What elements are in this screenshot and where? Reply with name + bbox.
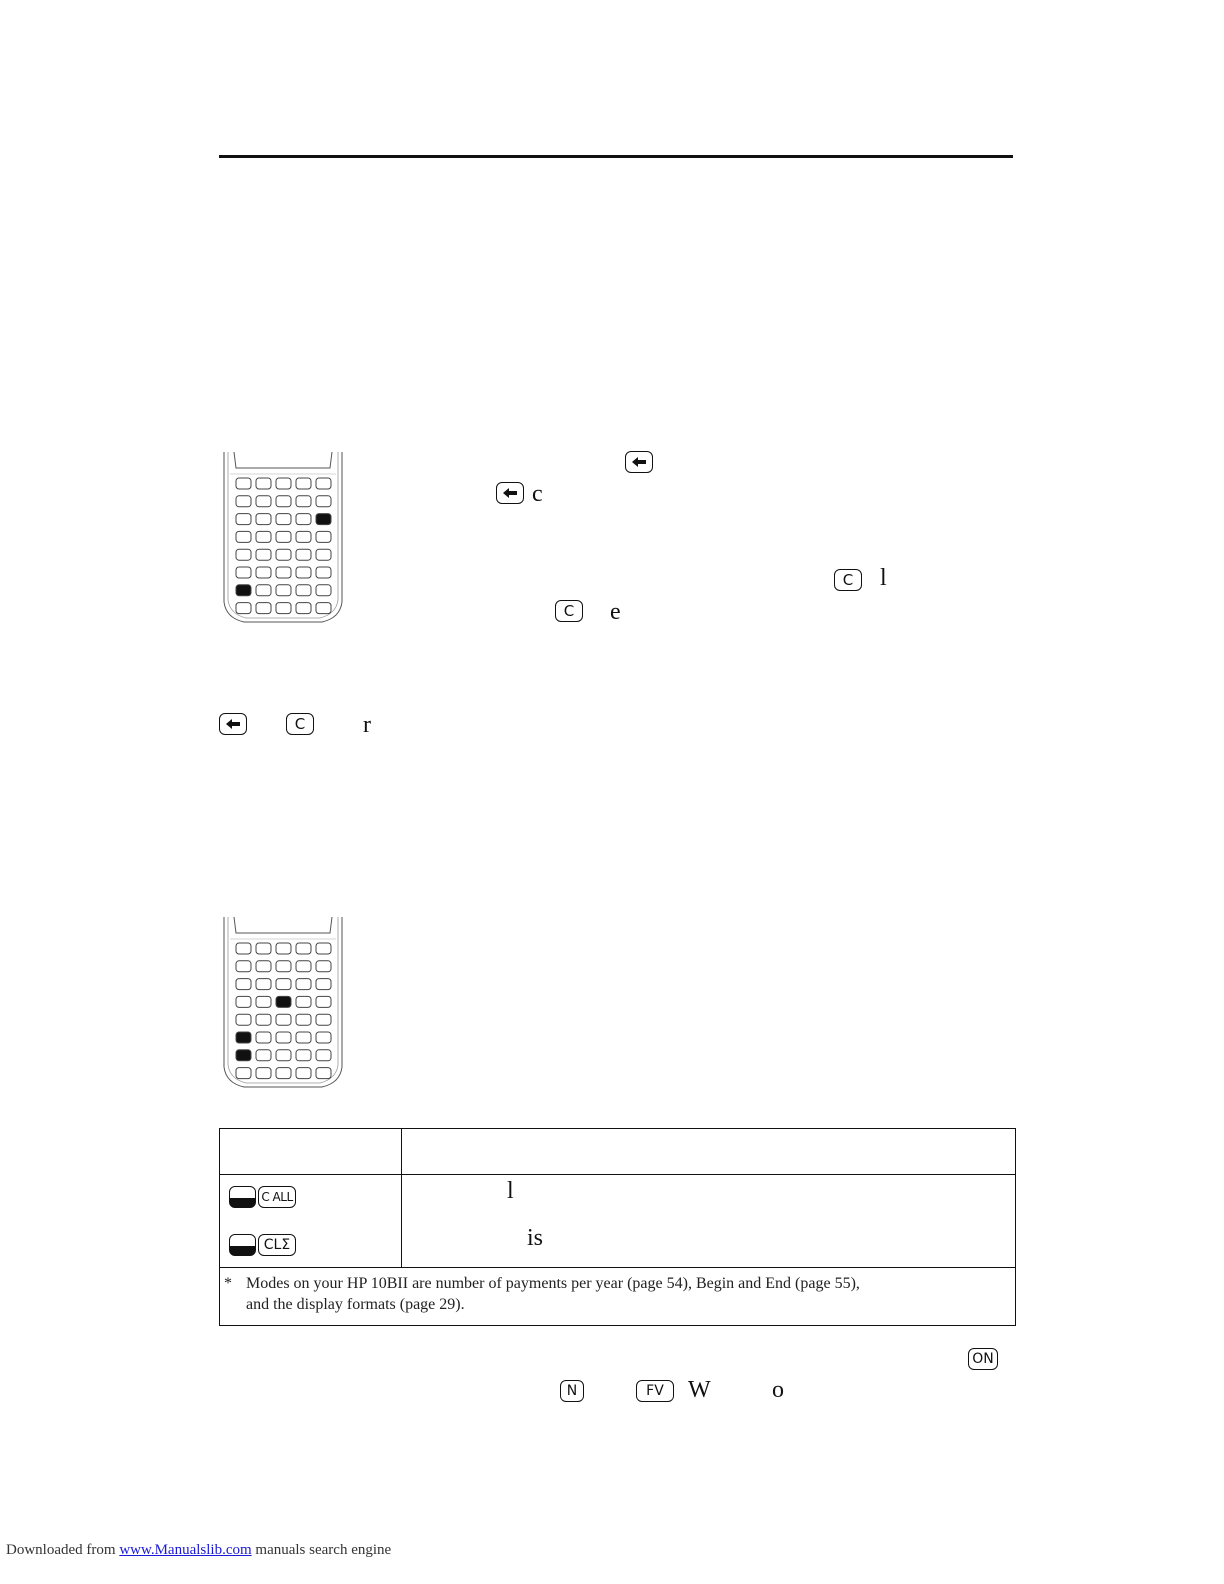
calculator-key-shape [276,961,291,972]
calculator-key-shape [236,549,251,560]
calculator-key-shape [236,531,251,542]
on-key: ON [968,1348,998,1370]
calculator-key-shape [236,1068,251,1079]
calculator-key-shape [256,531,271,542]
calculator-key-shape [276,1014,291,1025]
calculator-key-shape [296,961,311,972]
calculator-key-shape [236,496,251,507]
backspace-arrow-icon [631,456,647,468]
calculator-key-shape [256,996,271,1007]
calculator-key-shape [236,585,251,596]
shift-key [229,1186,256,1208]
text-fragment: c [532,481,543,507]
shift-key [229,1234,256,1256]
calculator-key-shape [296,531,311,542]
calculator-key-shape [276,585,291,596]
clear-key: C [555,600,583,622]
calculator-key-shape [296,478,311,489]
calculator-key-shape [316,1032,331,1043]
calculator-key-shape [316,943,331,954]
calculator-key-shape [316,1014,331,1025]
calculator-key-shape [296,1014,311,1025]
text-fragment: is [527,1225,544,1251]
calculator-key-shape [236,567,251,578]
footnote-line: Modes on your HP 10BII are number of payments per year (page 54), Begin and End (page 55), [246,1275,860,1292]
footnote-marker: * [224,1275,232,1292]
calculator-key-shape [276,996,291,1007]
calculator-key-shape [316,961,331,972]
calculator-key-shape [296,979,311,990]
calculator-key-shape [296,585,311,596]
calculator-key-shape [296,996,311,1007]
text-fragment: o [772,1377,784,1403]
calculator-key-shape [276,514,291,525]
clear-functions-table [219,1128,1016,1326]
backspace-key [625,451,653,473]
text-fragment: l [507,1178,514,1204]
calculator-key-shape [276,478,291,489]
backspace-key [219,713,247,735]
calculator-key-shape [236,1014,251,1025]
calculator-key-shape [276,1050,291,1061]
calculator-key-shape [276,567,291,578]
table-divider [220,1267,1015,1268]
footer-suffix: manuals search engine [255,1542,392,1558]
calculator-key-shape [296,496,311,507]
clear-key: C [834,569,862,591]
calculator-key-shape [296,514,311,525]
calculator-key-shape [316,603,331,614]
calculator-key-shape [316,979,331,990]
calculator-key-shape [256,567,271,578]
backspace-arrow-icon [225,718,241,730]
calculator-key-shape [316,567,331,578]
calculator-key-shape [276,549,291,560]
backspace-arrow-icon [502,487,518,499]
calculator-key-shape [256,585,271,596]
download-footer [6,1542,391,1559]
calculator-key-shape [276,603,291,614]
calculator-key-shape [256,1032,271,1043]
calculator-key-shape [296,1050,311,1061]
backspace-key [496,482,524,504]
calculator-key-shape [236,943,251,954]
calculator-key-shape [276,1032,291,1043]
calculator-key-shape [236,979,251,990]
calculator-key-shape [256,1068,271,1079]
calculator-key-shape [256,1014,271,1025]
calculator-key-shape [296,943,311,954]
calculator-key-shape [316,549,331,560]
clear-key: C [286,713,314,735]
calculator-key-shape [316,585,331,596]
calculator-key-shape [236,603,251,614]
calculator-key-shape [316,1068,331,1079]
calculator-key-shape [296,1068,311,1079]
calculator-key-shape [236,1050,251,1061]
calculator-key-shape [296,567,311,578]
calculator-key-shape [236,1032,251,1043]
calculator-key-shape [256,961,271,972]
calculator-key-shape [316,1050,331,1061]
calculator-key-shape [236,961,251,972]
calculator-key-shape [316,531,331,542]
calculator-key-shape [316,478,331,489]
calculator-key-shape [296,549,311,560]
calculator-key-shape [256,979,271,990]
footnote-line: and the display formats (page 29). [246,1296,465,1313]
text-fragment: e [610,599,621,625]
calculator-illustration-backspace-clear [222,452,344,626]
calculator-key-shape [236,996,251,1007]
calculator-key-shape [256,514,271,525]
text-fragment: l [880,565,887,591]
table-divider [220,1174,1015,1175]
calculator-key-shape [276,1068,291,1079]
calculator-key-shape [276,979,291,990]
calculator-key-shape [276,531,291,542]
calculator-key-shape [296,603,311,614]
calculator-illustration-clear-all [222,917,344,1091]
header-rule [219,155,1013,158]
text-fragment: W [688,1377,711,1403]
fv-key: FV [636,1380,674,1402]
calculator-key-shape [256,496,271,507]
calculator-key-shape [256,1050,271,1061]
calculator-key-shape [256,478,271,489]
calculator-key-shape [276,496,291,507]
calculator-key-shape [256,549,271,560]
footer-prefix: Downloaded from [6,1542,116,1558]
clear-stat-key: CLΣ [258,1234,296,1256]
calculator-key-shape [256,943,271,954]
n-key: N [560,1380,584,1402]
calculator-key-shape [296,1032,311,1043]
calculator-key-shape [316,496,331,507]
calculator-key-shape [316,514,331,525]
manualslib-link[interactable]: www.Manualslib.com [119,1542,252,1558]
calculator-key-shape [316,996,331,1007]
table-column-divider [401,1129,402,1268]
calculator-key-shape [236,478,251,489]
clear-all-key: C ALL [258,1186,296,1208]
text-fragment: r [363,712,371,738]
calculator-key-shape [236,514,251,525]
calculator-key-shape [256,603,271,614]
calculator-key-shape [276,943,291,954]
